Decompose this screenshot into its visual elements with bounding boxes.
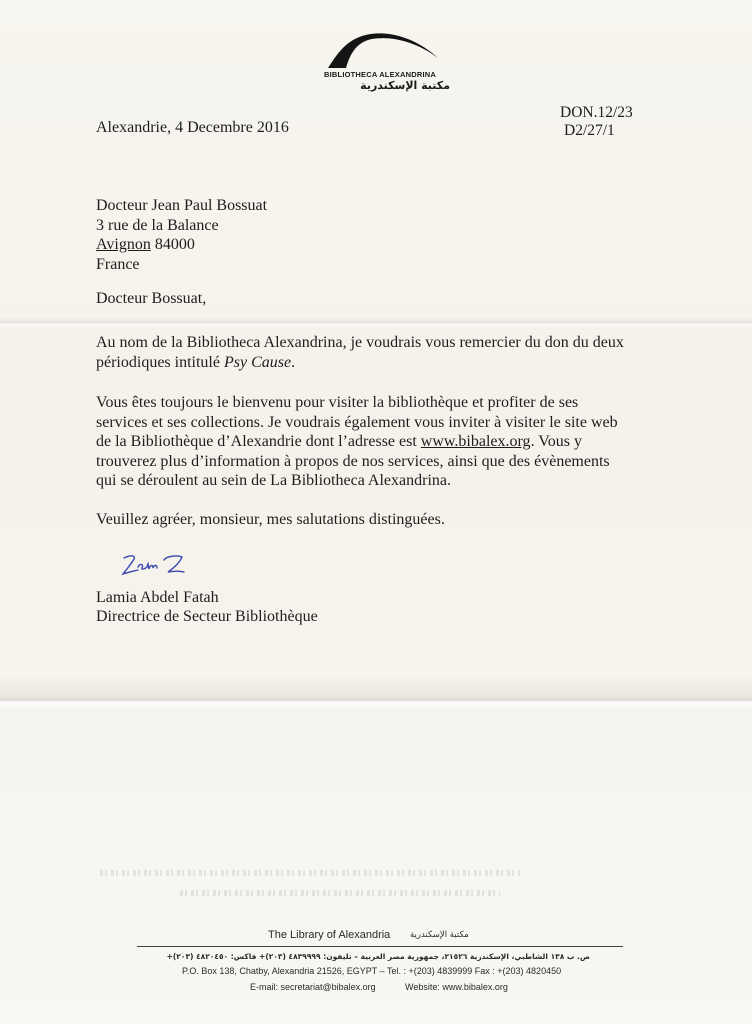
footer-email[interactable]: E-mail: secretariat@bibalex.org: [250, 982, 376, 992]
periodical-title: Psy Cause: [223, 353, 292, 371]
paragraph-invitation: [96, 393, 676, 491]
footer-divider: [137, 946, 623, 947]
paragraph-line: [96, 432, 676, 452]
show-through-text: [180, 890, 500, 896]
website-link[interactable]: www.bibalex.org: [420, 433, 531, 450]
footer-address-arabic: ص. ب ١٣٨ الشاطبي، الإسكندرية ٢١٥٢٦، جمهورية مصر العربية – تليفون: ٤٨٣٩٩٩٩ (٢٠٣)+ فاكس: ٤٨٢٠٤٥٠ (٢٠٣)+: [166, 952, 590, 961]
reference-code: D2/27/1: [564, 122, 615, 139]
signer-title: Directrice de Secteur Bibliothèque: [96, 608, 318, 625]
footer-address: P.O. Box 138, Chatby, Alexandria 21526, EGYPT – Tel. : +(203) 4839999 Fax : +(203) 4820450: [182, 966, 562, 976]
arch-logo-icon: [322, 28, 442, 70]
reference-number: DON.12/23: [560, 104, 633, 121]
paragraph-line: [96, 353, 676, 373]
letterhead-logo: [300, 28, 460, 98]
paragraph-line: Vous êtes toujours le bienvenu pour visiter la bibliothèque et profiter de ses: [96, 394, 579, 411]
recipient-street: 3 rue de la Balance: [96, 216, 219, 234]
paragraph-line: services et ses collections. Je voudrais également vous inviter à visiter le site web: [96, 413, 618, 431]
signer-name: Lamia Abdel Fatah: [96, 589, 219, 606]
footer-title-arabic: مكتبة الإسكندرية: [410, 930, 469, 940]
paragraph-line: Veuillez agréer, monsieur, mes salutations distinguées.: [96, 511, 445, 528]
recipient-country: France: [96, 255, 140, 273]
show-through-text: [100, 870, 520, 876]
text-span: de la Bibliothèque d’Alexandrie dont l’adresse est: [96, 433, 421, 450]
closing-formula: [96, 510, 676, 530]
recipient-address: [96, 196, 267, 274]
paragraph-line: qui se déroulent au sein de La Bibliotheca Alexandrina.: [96, 472, 451, 489]
handwritten-signature-icon: [120, 550, 190, 582]
recipient-name: Docteur Jean Paul Bossuat: [96, 197, 268, 214]
paragraph-line: Au nom de la Bibliotheca Alexandrina, je voudrais vous remercier du don du deux: [96, 334, 624, 351]
recipient-city: Avignon: [96, 236, 151, 253]
recipient-postcode: 84000: [154, 236, 195, 253]
paragraph-line: trouverez plus d’information à propos de nos services, ainsi que des évènements: [96, 452, 610, 470]
salutation: Docteur Bossuat,: [96, 290, 207, 307]
text-span: . Vous y: [530, 433, 582, 450]
text-span: .: [291, 353, 296, 371]
paper-fold-lower: [0, 676, 752, 710]
paragraph-thanks: [96, 333, 676, 372]
text-span: périodiques intitulé: [96, 353, 224, 371]
recipient-city-line: [96, 235, 267, 255]
date-line: Alexandrie, 4 Decembre 2016: [96, 119, 289, 136]
footer-title: The Library of Alexandria: [268, 929, 391, 941]
logo-latin-text: BIBLIOTHECA ALEXANDRINA: [324, 70, 436, 79]
footer-website[interactable]: Website: www.bibalex.org: [405, 982, 508, 992]
logo-arabic-text: مكتبة الإسكندرية: [360, 79, 450, 92]
paper-fold-upper: [0, 318, 752, 328]
